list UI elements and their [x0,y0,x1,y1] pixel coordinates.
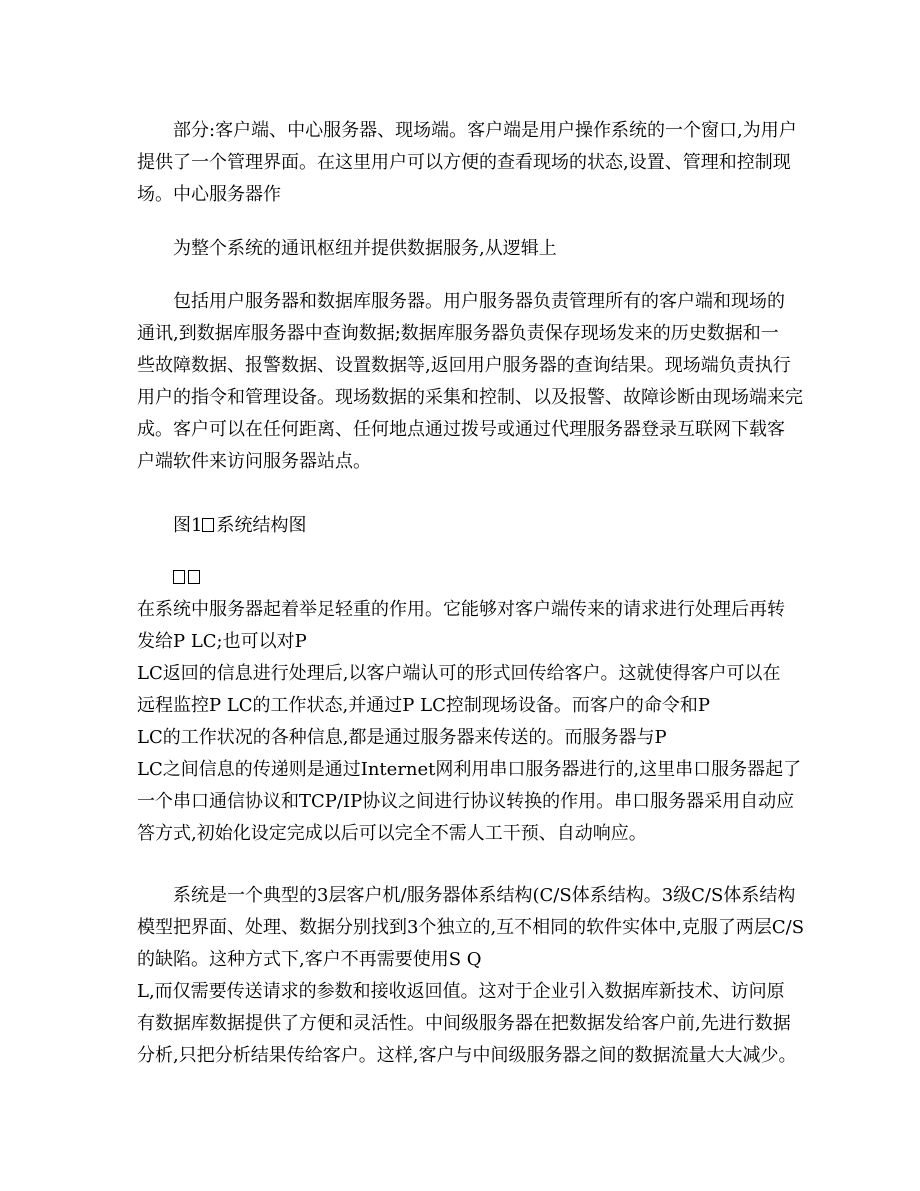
text-line: 提供了一个管理界面。在这里用户可以方便的查看现场的状态,设置、管理和控制现 [137,152,791,173]
text-line: 包括用户服务器和数据库服务器。用户服务器负责管理所有的客户端和现场的 [173,291,785,312]
text-line: 模型把界面、处理、数据分别找到3个独立的,互不相同的软件实体中,克服了两层C/S [137,917,805,938]
text-line: LC返回的信息进行处理后,以客户端认可的形式回传给客户。这就使得客户可以在 [137,663,781,684]
paragraph-center-server [137,233,797,265]
caption-text: 系统结构图 [216,515,307,536]
text-line: 系统是一个典型的3层客户机/服务器体系结构(C/S体系结构。3级C/S体系结构 [173,885,796,906]
text-line: 有数据库数据提供了方便和灵活性。中间级服务器在把数据发给客户前,先进行数据 [137,1013,791,1034]
text-line: 发给P LC;也可以对P [137,631,307,652]
text-line: 用户的指令和管理设备。现场数据的采集和控制、以及报警、故障诊断由现场端来完 [137,387,803,408]
paragraph-system-components [137,115,797,211]
text-line: 在系统中服务器起着举足轻重的作用。它能够对客户端传来的请求进行处理后再转 [137,599,785,620]
caption-line [137,510,797,542]
text-line: 的缺陷。这种方式下,客户不再需要使用S Q [137,949,482,970]
missing-glyph-icon [188,570,200,584]
missing-glyph-icon [173,570,185,584]
missing-glyphs [137,562,797,594]
paragraph-server-roles [137,286,803,478]
caption-figure-number: 图1 [173,515,203,536]
text-line: 场。中心服务器作 [137,184,281,205]
figure-placeholder [137,562,797,594]
paragraph-three-tier [137,880,805,1072]
text-line: LC的工作状况的各种信息,都是通过服务器来传送的。而服务器与P [137,727,667,748]
text-line: 答方式,初始化设定完成以后可以完全不需人工干预、自动响应。 [137,823,647,844]
text-line: LC之间信息的传递则是通过Internet网利用串口服务器进行的,这里串口服务器起了 [137,759,802,780]
text-line: 成。客户可以在任何距离、任何地点通过拨号或通过代理服务器登录互联网下载客 [137,419,785,440]
paragraph-server-function [137,594,802,850]
text-line: 通讯,到数据库服务器中查询数据;数据库服务器负责保存现场发来的历史数据和一 [137,323,779,344]
text-line: 些故障数据、报警数据、设置数据等,返回用户服务器的查询结果。现场端负责执行 [137,355,791,376]
missing-glyph-icon [202,518,214,532]
text-line: 一个串口通信协议和TCP/IP协议之间进行协议转换的作用。串口服务器采用自动应 [137,791,795,812]
text-line: 分析,只把分析结果传给客户。这样,客户与中间级服务器之间的数据流量大大减少。 [137,1045,797,1066]
text-line: L,而仅需要传送请求的参数和接收返回值。这对于企业引入数据库新技术、访问原 [137,981,785,1002]
text-line: 为整个系统的通讯枢纽并提供数据服务,从逻辑上 [173,238,557,259]
text-line: 部分:客户端、中心服务器、现场端。客户端是用户操作系统的一个窗口,为用户 [173,120,797,141]
text-line: 远程监控P LC的工作状态,并通过P LC控制现场设备。而客户的命令和P [137,695,710,716]
text-line: 户端软件来访问服务器站点。 [137,451,371,472]
figure-caption [137,510,797,542]
